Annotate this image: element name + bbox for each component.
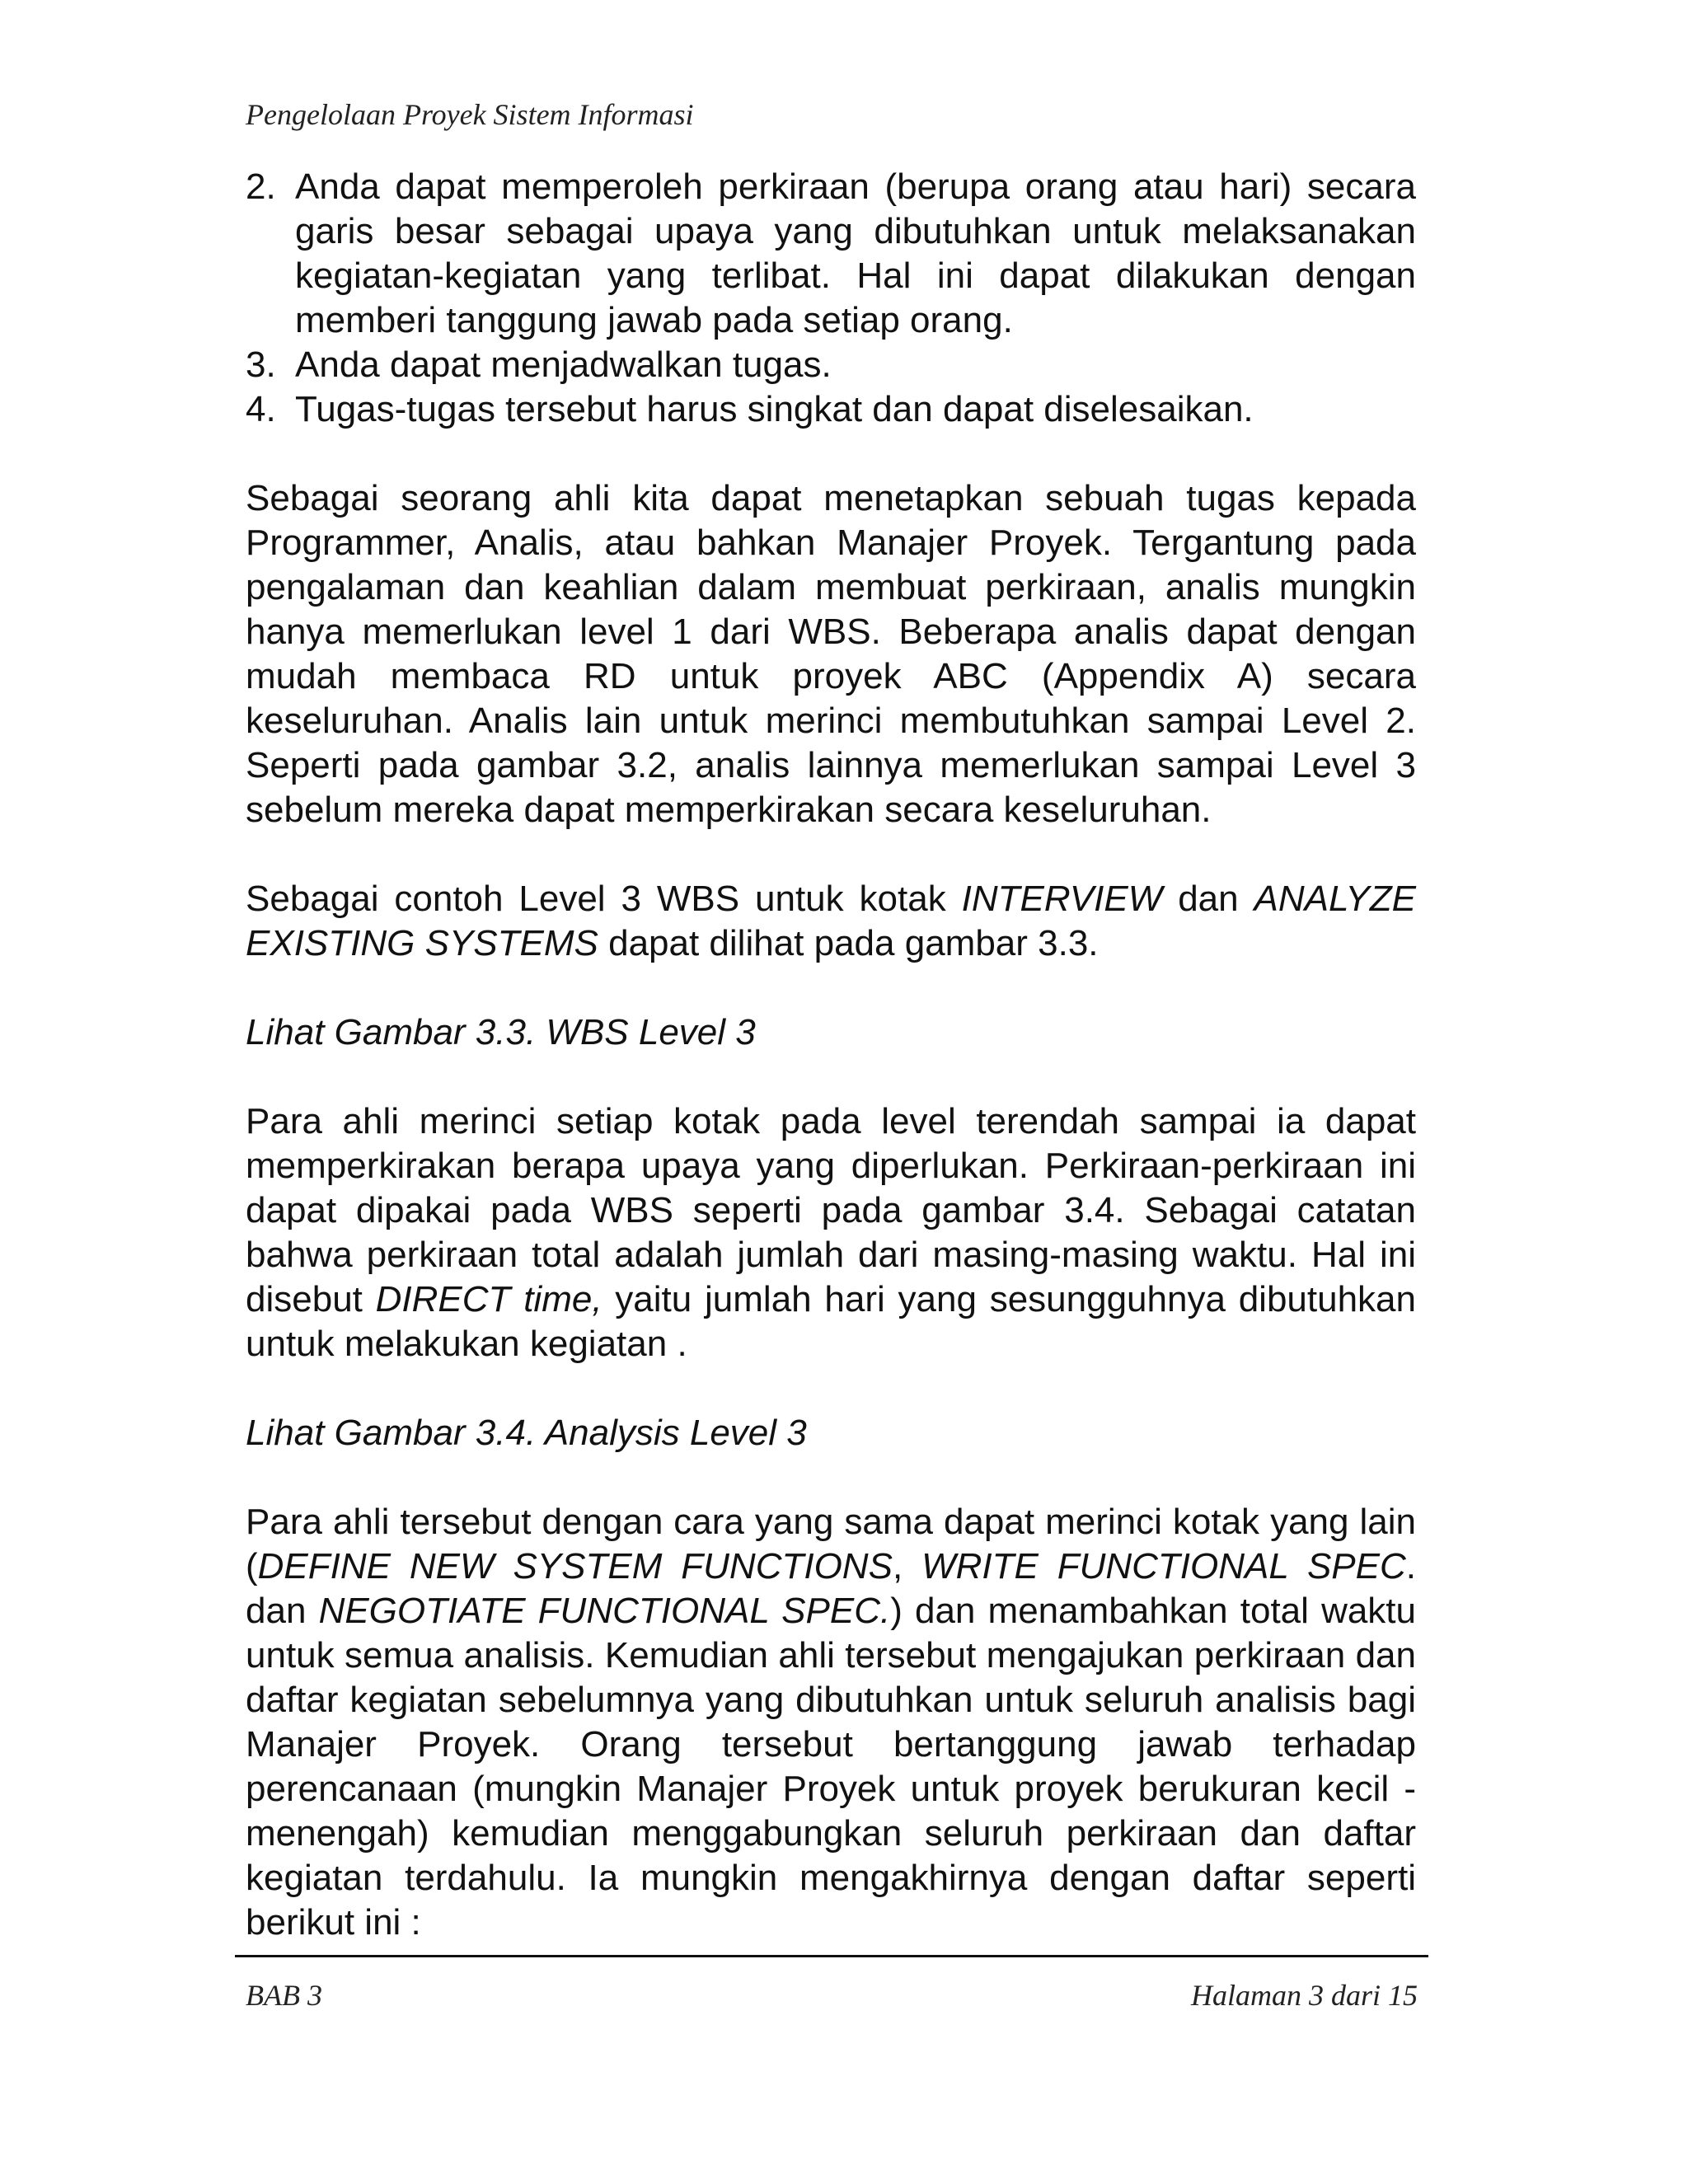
emphasis-interview: INTERVIEW [961,879,1163,919]
document-body [246,165,1416,1945]
emphasis-analyze-existing-systems: ANALYZE EXISTING SYSTEMS [246,879,1416,963]
emphasis-write-functional-spec: WRITE FUNCTIONAL SPEC [921,1546,1406,1586]
list-item [246,343,1416,387]
footer-divider [235,1955,1428,1957]
list-item-text: Anda dapat menjadwalkan tugas. [295,344,832,385]
list-item-number: 3. [246,344,276,385]
emphasis-direct-time: DIRECT time, [375,1279,603,1319]
list-item [246,165,1416,343]
paragraph-expert-assignment: Sebagai seorang ahli kita dapat menetapkan sebuah tugas kepada Programmer, Analis, atau bahkan Manajer Proyek. Tergantung pada pengalaman dan keahlian dalam membuat perkiraan, analis mungkin hanya memerlukan level 1 dari WBS. Beberapa analis dapat dengan mudah membaca RD untuk proyek ABC (Appendix A) secara keseluruhan. Analis lain untuk merinci membutuhkan sampai Level 2. Seperti pada gambar 3.2, analis lainnya memerlukan sampai Level 3 sebelum mereka dapat memperkirakan secara keseluruhan. [246,478,1416,830]
page-header-title: Pengelolaan Proyek Sistem Informasi [246,98,694,131]
emphasis-negotiate-functional-spec: NEGOTIATE FUNCTIONAL SPEC. [318,1591,891,1631]
paragraph-other-boxes: Para ahli tersebut dengan cara yang sama dapat merinci kotak yang lain (DEFINE NEW SYSTEM FUNCTIONS, WRITE FUNCTIONAL SPEC. dan NEGOTIATE FUNCTIONAL SPEC.) dan menambahkan total waktu untuk semua analisis. Kemudian ahli tersebut mengajukan perkiraan dan daftar kegiatan sebelumnya yang dibutuhkan untuk seluruh analisis bagi Manajer Proyek. Orang tersebut bertanggung jawab terhadap perencanaan (mungkin Manajer Proyek untuk proyek berukuran kecil - menengah) kemudian menggabungkan seluruh perkiraan dan daftar kegiatan terdahulu. Ia mungkin mengakhirnya dengan daftar seperti berikut ini : [246,1502,1417,1943]
paragraph-level3-example: Sebagai contoh Level 3 WBS untuk kotak INTERVIEW dan ANALYZE EXISTING SYSTEMS dapat dilihat pada gambar 3.3. [246,879,1416,963]
figure-caption-3-4: Lihat Gambar 3.4. Analysis Level 3 [246,1413,807,1453]
list-item-text: Tugas-tugas tersebut harus singkat dan dapat diselesaikan. [295,389,1254,429]
emphasis-define-new-system-functions: DEFINE NEW SYSTEM FUNCTIONS [257,1546,893,1586]
paragraph-direct-time: Para ahli merinci setiap kotak pada level terendah sampai ia dapat memperkirakan berapa upaya yang diperlukan. Perkiraan-perkiraan ini dapat dipakai pada WBS seperti pada gambar 3.4. Sebagai catatan bahwa perkiraan total adalah jumlah dari masing-masing waktu. Hal ini disebut DIRECT time, yaitu jumlah hari yang sesungguhnya dibutuhkan untuk melakukan kegiatan . [246,1101,1416,1364]
list-item-number: 2. [246,166,276,207]
list-item-text: Anda dapat memperoleh perkiraan (berupa orang atau hari) secara garis besar sebagai upaya yang dibutuhkan untuk melaksanakan kegiatan-kegiatan yang terlibat. Hal ini dapat dilakukan dengan memberi tanggung jawab pada setiap orang. [295,166,1416,340]
list-item-number: 4. [246,389,276,429]
footer-page-number: Halaman 3 dari 15 [1190,1979,1418,2012]
figure-caption-3-3: Lihat Gambar 3.3. WBS Level 3 [246,1012,756,1052]
numbered-list [246,165,1416,432]
footer-chapter: BAB 3 [246,1979,322,2012]
list-item [246,387,1416,432]
